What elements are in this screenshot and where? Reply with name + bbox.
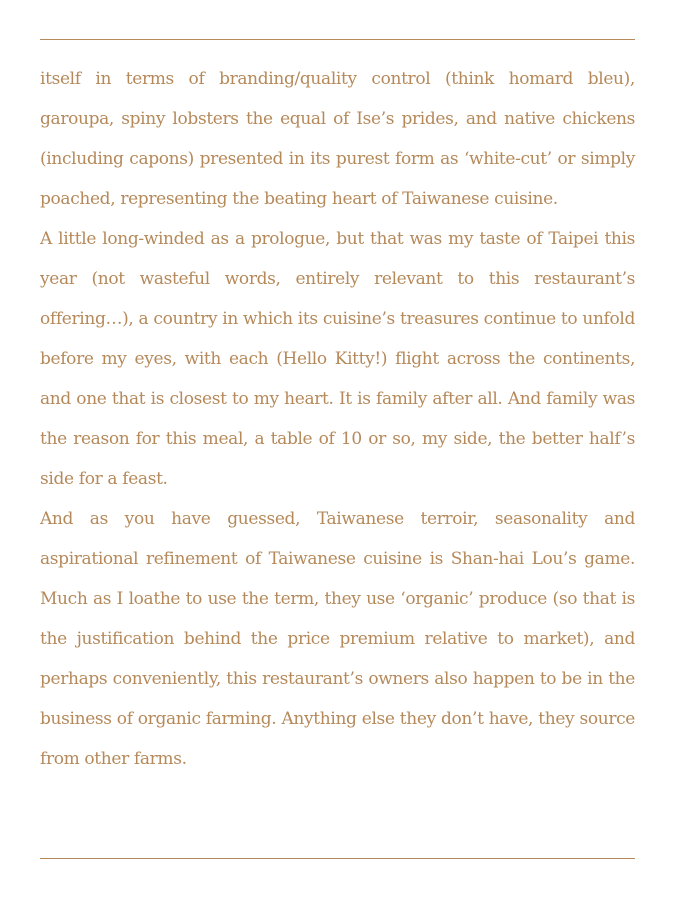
paragraph-2: A little long-winded as a prologue, but that was my taste of Taipei this year (not wasteful words, entirely relevant to this restaurant’s offering…), a country in which its cuisine’s treasures continue to unfold before my eyes, with each (Hello Kitty!) flight across the continents, and one that is closest to my heart. It is family after all. And family was the reason for this meal, a table of 10 or so, my side, the better half’s side for a feast.	[40, 229, 635, 489]
top-divider	[40, 39, 635, 40]
article-body	[40, 59, 635, 779]
paragraph-3: And as you have guessed, Taiwanese terroir, seasonality and aspirational refinement of Taiwanese cuisine is Shan-hai Lou’s game. Much as I loathe to use the term, they use ‘organic’ produce (so that is the justification behind the price premium relative to market), and perhaps conveniently, this restaurant’s owners also happen to be in the business of organic farming. Anything else they don’t have, they source from other farms.	[40, 509, 635, 769]
paragraph-1: itself in terms of branding/quality control (think homard bleu), garoupa, spiny lobsters the equal of Ise’s prides, and native chickens (including capons) presented in its purest form as ‘white-cut’ or simply poached, representing the beating heart of Taiwanese cuisine.	[40, 69, 635, 209]
bottom-divider	[40, 858, 635, 859]
